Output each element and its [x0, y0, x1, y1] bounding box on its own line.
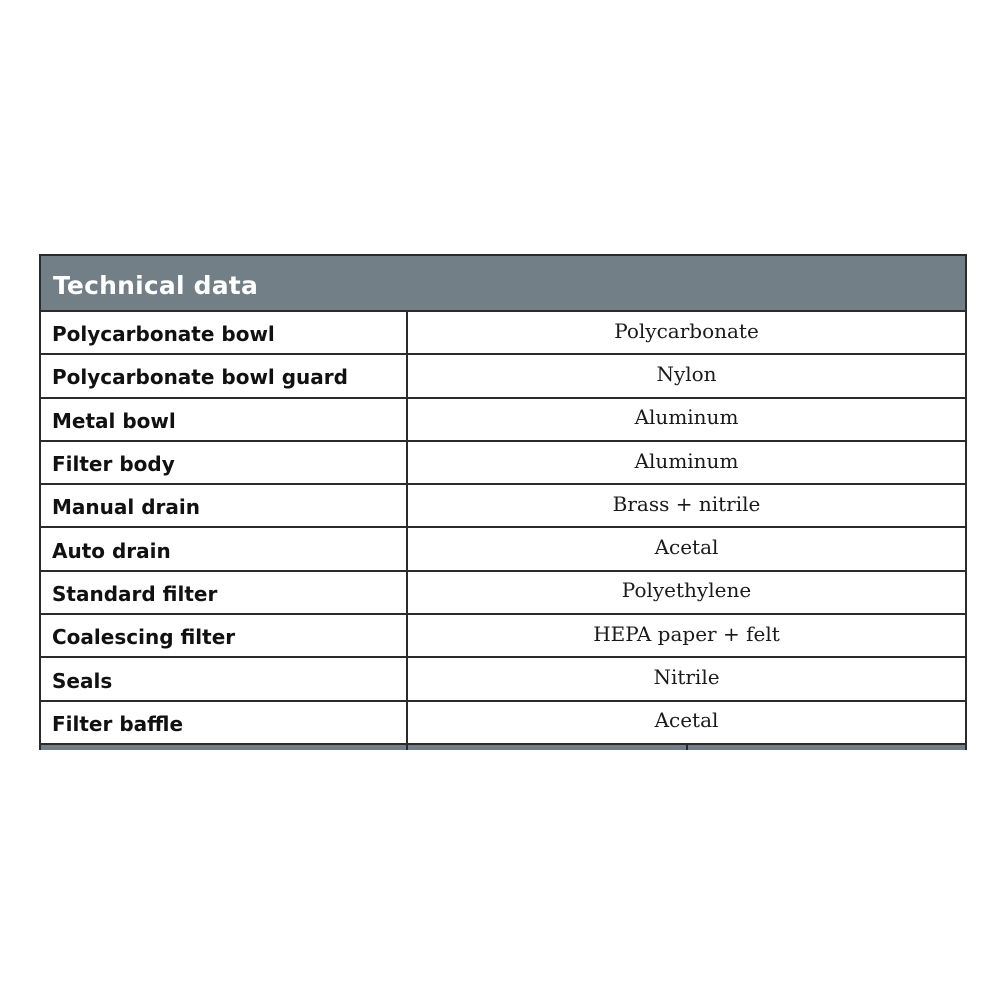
table-row — [41, 442, 965, 485]
row-label: Polycarbonate bowl — [41, 312, 408, 353]
row-label: Filter body — [41, 442, 408, 483]
table-row — [41, 399, 965, 442]
row-label: Coalescing filter — [41, 615, 408, 656]
table-row — [41, 312, 965, 355]
table-body — [39, 310, 967, 745]
row-value: Acetal — [654, 535, 719, 560]
row-label: Standard filter — [41, 572, 408, 613]
row-label: Polycarbonate bowl guard — [41, 355, 408, 396]
table-row — [41, 485, 965, 528]
table-row — [41, 355, 965, 398]
row-value: Nylon — [656, 361, 717, 386]
row-label: Seals — [41, 658, 408, 699]
row-label: Metal bowl — [41, 399, 408, 440]
row-label: Auto drain — [41, 528, 408, 569]
table-title: Technical data — [53, 270, 259, 300]
table-row — [41, 572, 965, 615]
footer-divider — [686, 745, 688, 750]
footer-divider — [406, 745, 408, 750]
technical-data-table — [39, 254, 967, 750]
table-header — [39, 254, 967, 310]
table-row — [41, 658, 965, 701]
table-row — [41, 702, 965, 745]
table-row — [41, 528, 965, 571]
row-value: Aluminum — [634, 405, 739, 430]
row-value: Nitrile — [653, 665, 720, 690]
row-value: HEPA paper + felt — [593, 621, 780, 646]
row-value: Polyethylene — [621, 578, 752, 603]
row-value: Aluminum — [634, 448, 739, 473]
table-row — [41, 615, 965, 658]
row-value: Acetal — [654, 708, 719, 733]
table-footer-band — [39, 745, 967, 750]
row-value: Polycarbonate — [614, 318, 759, 343]
row-label: Manual drain — [41, 485, 408, 526]
row-label: Filter baffle — [41, 702, 408, 743]
row-value: Brass + nitrile — [612, 491, 761, 516]
